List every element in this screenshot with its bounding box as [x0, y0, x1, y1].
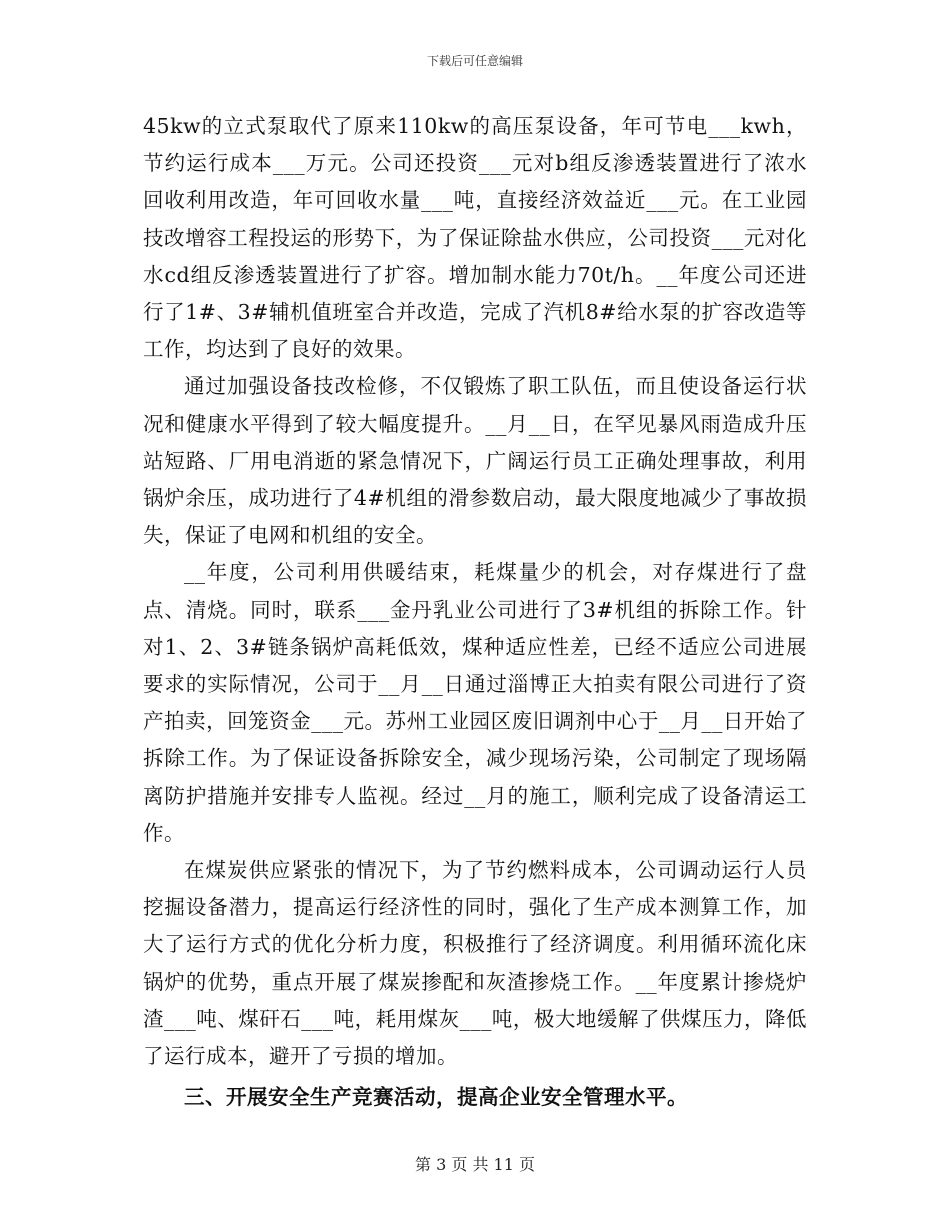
paragraph-fuel-cost: 在煤炭供应紧张的情况下，为了节约燃料成本，公司调动运行人员挖掘设备潜力，提高运行经济性的同时，强化了生产成本测算工作，加大了运行方式的优化分析力度，积极推行了经济调度。利用循环流化床锅炉的优势，重点开展了煤炭掺配和灰渣掺烧工作。__年度累计掺烧炉渣___吨、煤矸石___吨，耗用煤灰___吨，极大地缓解了供煤压力，降低了运行成本，避开了亏损的增加。	[143, 858, 807, 1069]
page-number: 第 3 页 共 11 页	[415, 1155, 535, 1174]
paragraph-coal-storage: __年度，公司利用供暖结束，耗煤量少的机会，对存煤进行了盘点、清烧。同时，联系___金丹乳业公司进行了3#机组的拆除工作。针对1、2、3#链条锅炉高耗低效，煤种适应性差，已经不适应公司进展要求的实际情况，公司于__月__日通过淄博正大拍卖有限公司进行了资产拍卖，回笼资金___元。苏州工业园区废旧调剂中心于__月__日开始了拆除工作。为了保证设备拆除安全，减少现场污染，公司制定了现场隔离防护措施并安排专人监视。经过__月的施工，顺利完成了设备清运工作。	[143, 560, 807, 845]
section-heading: 三、开展安全生产竞赛活动，提高企业安全管理水平。	[184, 1085, 688, 1110]
page-header-note: 下载后可任意编辑	[426, 54, 523, 68]
paragraph-continuation: 45kw的立式泵取代了原来110kw的高压泵设备，年可节电___kwh，节约运行成本___万元。公司还投资___元对b组反渗透装置进行了浓水回收利用改造，年可回收水量___吨，直接经济效益近___元。在工业园技改增容工程投运的形势下，为了保证除盐水供应，公司投资___元对化水cd组反渗透装置进行了扩容。增加制水能力70t/h。__年度公司还进行了1#、3#辅机值班室合并改造，完成了汽机8#给水泵的扩容改造等工作，均达到了良好的效果。	[143, 114, 807, 362]
document-body	[143, 108, 807, 1116]
paragraph-equipment-upgrade: 通过加强设备技改检修，不仅锻炼了职工队伍，而且使设备运行状况和健康水平得到了较大幅度提升。__月__日，在罕见暴风雨造成升压站短路、厂用电消逝的紧急情况下，广阔运行员工正确处理事故，利用锅炉余压，成功进行了4#机组的滑参数启动，最大限度地减少了事故损失，保证了电网和机组的安全。	[143, 374, 807, 548]
